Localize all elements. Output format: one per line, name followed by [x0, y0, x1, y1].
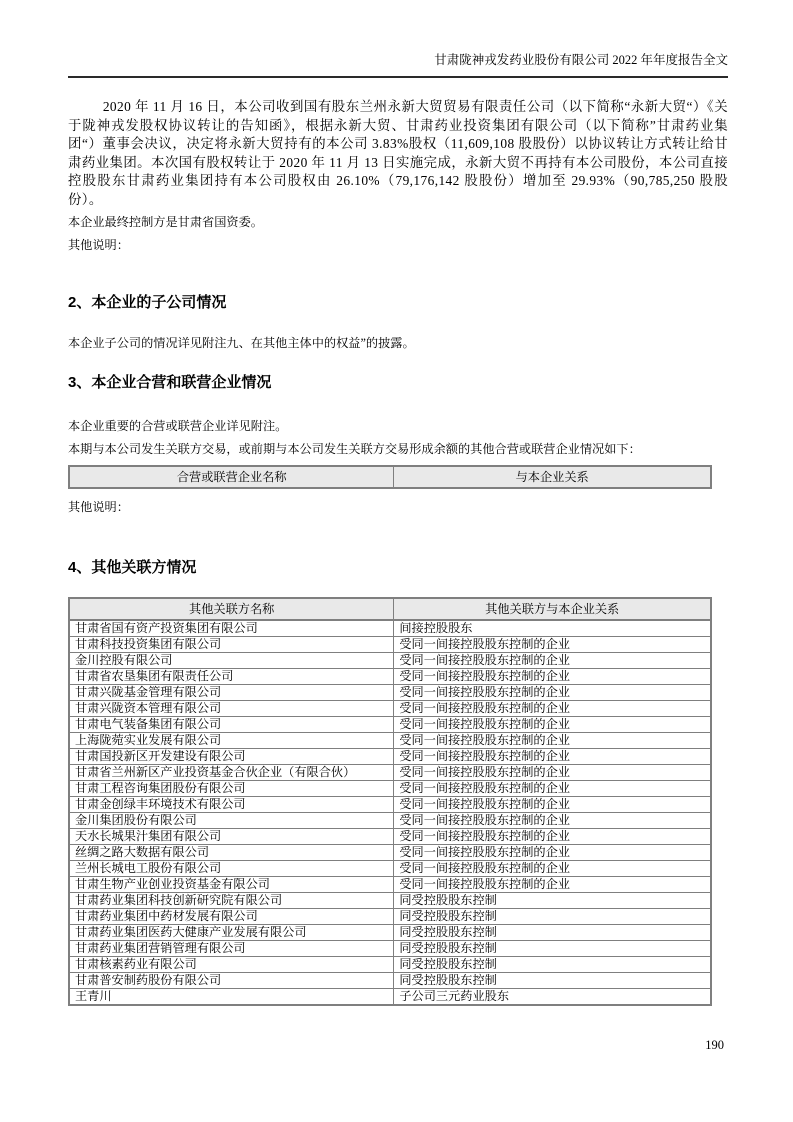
related-party-relation-cell: 同受控股股东控制 — [394, 972, 711, 988]
related-party-relation-cell: 受同一间接控股股东控制的企业 — [394, 668, 711, 684]
related-party-name-cell: 甘肃药业集团中药材发展有限公司 — [69, 908, 394, 924]
section-4-heading: 4、其他关联方情况 — [68, 558, 197, 576]
related-party-relation-cell: 受同一间接控股股东控制的企业 — [394, 716, 711, 732]
other-related-parties-table — [68, 597, 712, 1006]
table-row — [69, 620, 711, 637]
table-row — [69, 652, 711, 668]
section-2-body: 本企业子公司的情况详见附注九、在其他主体中的权益”的披露。 — [68, 335, 415, 350]
related-party-relation-cell: 子公司三元药业股东 — [394, 988, 711, 1005]
equity-transfer-paragraph: 2020 年 11 月 16 日，本公司收到国有股东兰州永新大贸贸易有限责任公司（以下简称“永新大贸“）《关于陇神戎发股权协议转让的告知函》，根据永新大贸、甘肃药业投资集团有限公司（以下简称”甘肃药业集团“）董事会决议，决定将永新大贸持有的本公司 3.83%股权（11,609,108 股股份）以协议转让方式转让给甘肃药业集团。本次国有股权转让于 2020 年 11 月 13 日实施完成，永新大贸不再持有本公司股份，本公司直接控股股东甘肃药业集团持有本公司股权由 26.10%（79,176,142 股股份）增加至 29.93%（90,785,250 股股份）。 — [68, 99, 728, 207]
table-row — [69, 668, 711, 684]
section-3-body-2: 本期与本公司发生关联方交易，或前期与本公司发生关联方交易形成余额的其他合营或联营企业情况如下： — [68, 441, 641, 456]
related-party-relation-cell: 受同一间接控股股东控制的企业 — [394, 764, 711, 780]
related-party-relation-cell: 受同一间接控股股东控制的企业 — [394, 828, 711, 844]
related-party-name-cell: 甘肃兴陇基金管理有限公司 — [69, 684, 394, 700]
related-party-relation-cell: 受同一间接控股股东控制的企业 — [394, 748, 711, 764]
related-party-relation-cell: 受同一间接控股股东控制的企业 — [394, 780, 711, 796]
related-party-relation-cell: 受同一间接控股股东控制的企业 — [394, 876, 711, 892]
related-party-name-cell: 甘肃省兰州新区产业投资基金合伙企业（有限合伙） — [69, 764, 394, 780]
section-2-heading: 2、本企业的子公司情况 — [68, 293, 227, 311]
table-row — [69, 684, 711, 700]
related-party-relation-cell: 受同一间接控股股东控制的企业 — [394, 844, 711, 860]
related-party-relation-cell: 同受控股股东控制 — [394, 908, 711, 924]
related-party-relation-cell: 受同一间接控股股东控制的企业 — [394, 700, 711, 716]
joint-venture-table — [68, 465, 712, 489]
table-row — [69, 988, 711, 1005]
section-3-other-notes-label: 其他说明： — [68, 499, 129, 514]
related-party-name-cell: 金川集团股份有限公司 — [69, 812, 394, 828]
related-party-name-cell: 上海陇菀实业发展有限公司 — [69, 732, 394, 748]
other-notes-label: 其他说明： — [68, 237, 129, 252]
related-party-name-cell: 甘肃兴陇资本管理有限公司 — [69, 700, 394, 716]
related-parties-table-body — [69, 620, 711, 1005]
related-party-relation-cell: 受同一间接控股股东控制的企业 — [394, 684, 711, 700]
table-row — [69, 892, 711, 908]
joint-venture-table-header-row — [69, 466, 711, 488]
table-row — [69, 860, 711, 876]
related-party-name-cell: 丝绸之路大数据有限公司 — [69, 844, 394, 860]
table-row — [69, 828, 711, 844]
table-row — [69, 796, 711, 812]
related-party-relation-cell: 受同一间接控股股东控制的企业 — [394, 796, 711, 812]
related-party-relation-cell: 间接控股股东 — [394, 620, 711, 637]
related-party-name-cell: 甘肃工程咨询集团股份有限公司 — [69, 780, 394, 796]
related-parties-table-header-row — [69, 598, 711, 620]
table-row — [69, 972, 711, 988]
table-row — [69, 908, 711, 924]
related-party-name-cell: 天水长城果汁集团有限公司 — [69, 828, 394, 844]
table-row — [69, 876, 711, 892]
related-party-name-cell: 甘肃药业集团科技创新研究院有限公司 — [69, 892, 394, 908]
related-party-relation-cell: 受同一间接控股股东控制的企业 — [394, 860, 711, 876]
section-3-body-1: 本企业重要的合营或联营企业详见附注。 — [68, 418, 288, 433]
table-row — [69, 732, 711, 748]
related-party-relation-cell: 受同一间接控股股东控制的企业 — [394, 812, 711, 828]
related-party-name-cell: 甘肃省国有资产投资集团有限公司 — [69, 620, 394, 637]
related-party-relation-cell: 同受控股股东控制 — [394, 892, 711, 908]
table-row — [69, 764, 711, 780]
related-party-relation-cell: 受同一间接控股股东控制的企业 — [394, 652, 711, 668]
joint-venture-name-header: 合营或联营企业名称 — [69, 466, 394, 488]
table-row — [69, 940, 711, 956]
running-header: 甘肃陇神戎发药业股份有限公司 2022 年年度报告全文 — [68, 52, 728, 78]
related-party-name-cell: 兰州长城电工股份有限公司 — [69, 860, 394, 876]
related-party-name-cell: 甘肃药业集团营销管理有限公司 — [69, 940, 394, 956]
related-party-name-header: 其他关联方名称 — [69, 598, 394, 620]
related-party-name-cell: 甘肃国投新区开发建设有限公司 — [69, 748, 394, 764]
table-row — [69, 748, 711, 764]
related-party-relation-header: 其他关联方与本企业关系 — [394, 598, 711, 620]
related-party-relation-cell: 同受控股股东控制 — [394, 924, 711, 940]
related-party-name-cell: 金川控股有限公司 — [69, 652, 394, 668]
table-row — [69, 924, 711, 940]
section-3-heading: 3、本企业合营和联营企业情况 — [68, 373, 272, 391]
table-row — [69, 780, 711, 796]
related-party-name-cell: 甘肃金创绿丰环境技术有限公司 — [69, 796, 394, 812]
table-row — [69, 700, 711, 716]
related-party-relation-cell: 同受控股股东控制 — [394, 940, 711, 956]
related-party-name-cell: 甘肃省农垦集团有限责任公司 — [69, 668, 394, 684]
ultimate-controller-note: 本企业最终控制方是甘肃省国资委。 — [68, 214, 263, 229]
related-party-name-cell: 甘肃科技投资集团有限公司 — [69, 636, 394, 652]
related-party-name-cell: 甘肃普安制药股份有限公司 — [69, 972, 394, 988]
related-party-name-cell: 甘肃生物产业创业投资基金有限公司 — [69, 876, 394, 892]
related-party-relation-cell: 受同一间接控股股东控制的企业 — [394, 732, 711, 748]
joint-venture-relation-header: 与本企业关系 — [394, 466, 711, 488]
related-party-relation-cell: 受同一间接控股股东控制的企业 — [394, 636, 711, 652]
table-row — [69, 716, 711, 732]
table-row — [69, 636, 711, 652]
table-row — [69, 956, 711, 972]
table-row — [69, 812, 711, 828]
table-row — [69, 844, 711, 860]
related-party-name-cell: 甘肃电气装备集团有限公司 — [69, 716, 394, 732]
related-party-name-cell: 王青川 — [69, 988, 394, 1005]
related-party-relation-cell: 同受控股股东控制 — [394, 956, 711, 972]
related-party-name-cell: 甘肃核素药业有限公司 — [69, 956, 394, 972]
related-party-name-cell: 甘肃药业集团医药大健康产业发展有限公司 — [69, 924, 394, 940]
page-number: 190 — [705, 1038, 724, 1052]
